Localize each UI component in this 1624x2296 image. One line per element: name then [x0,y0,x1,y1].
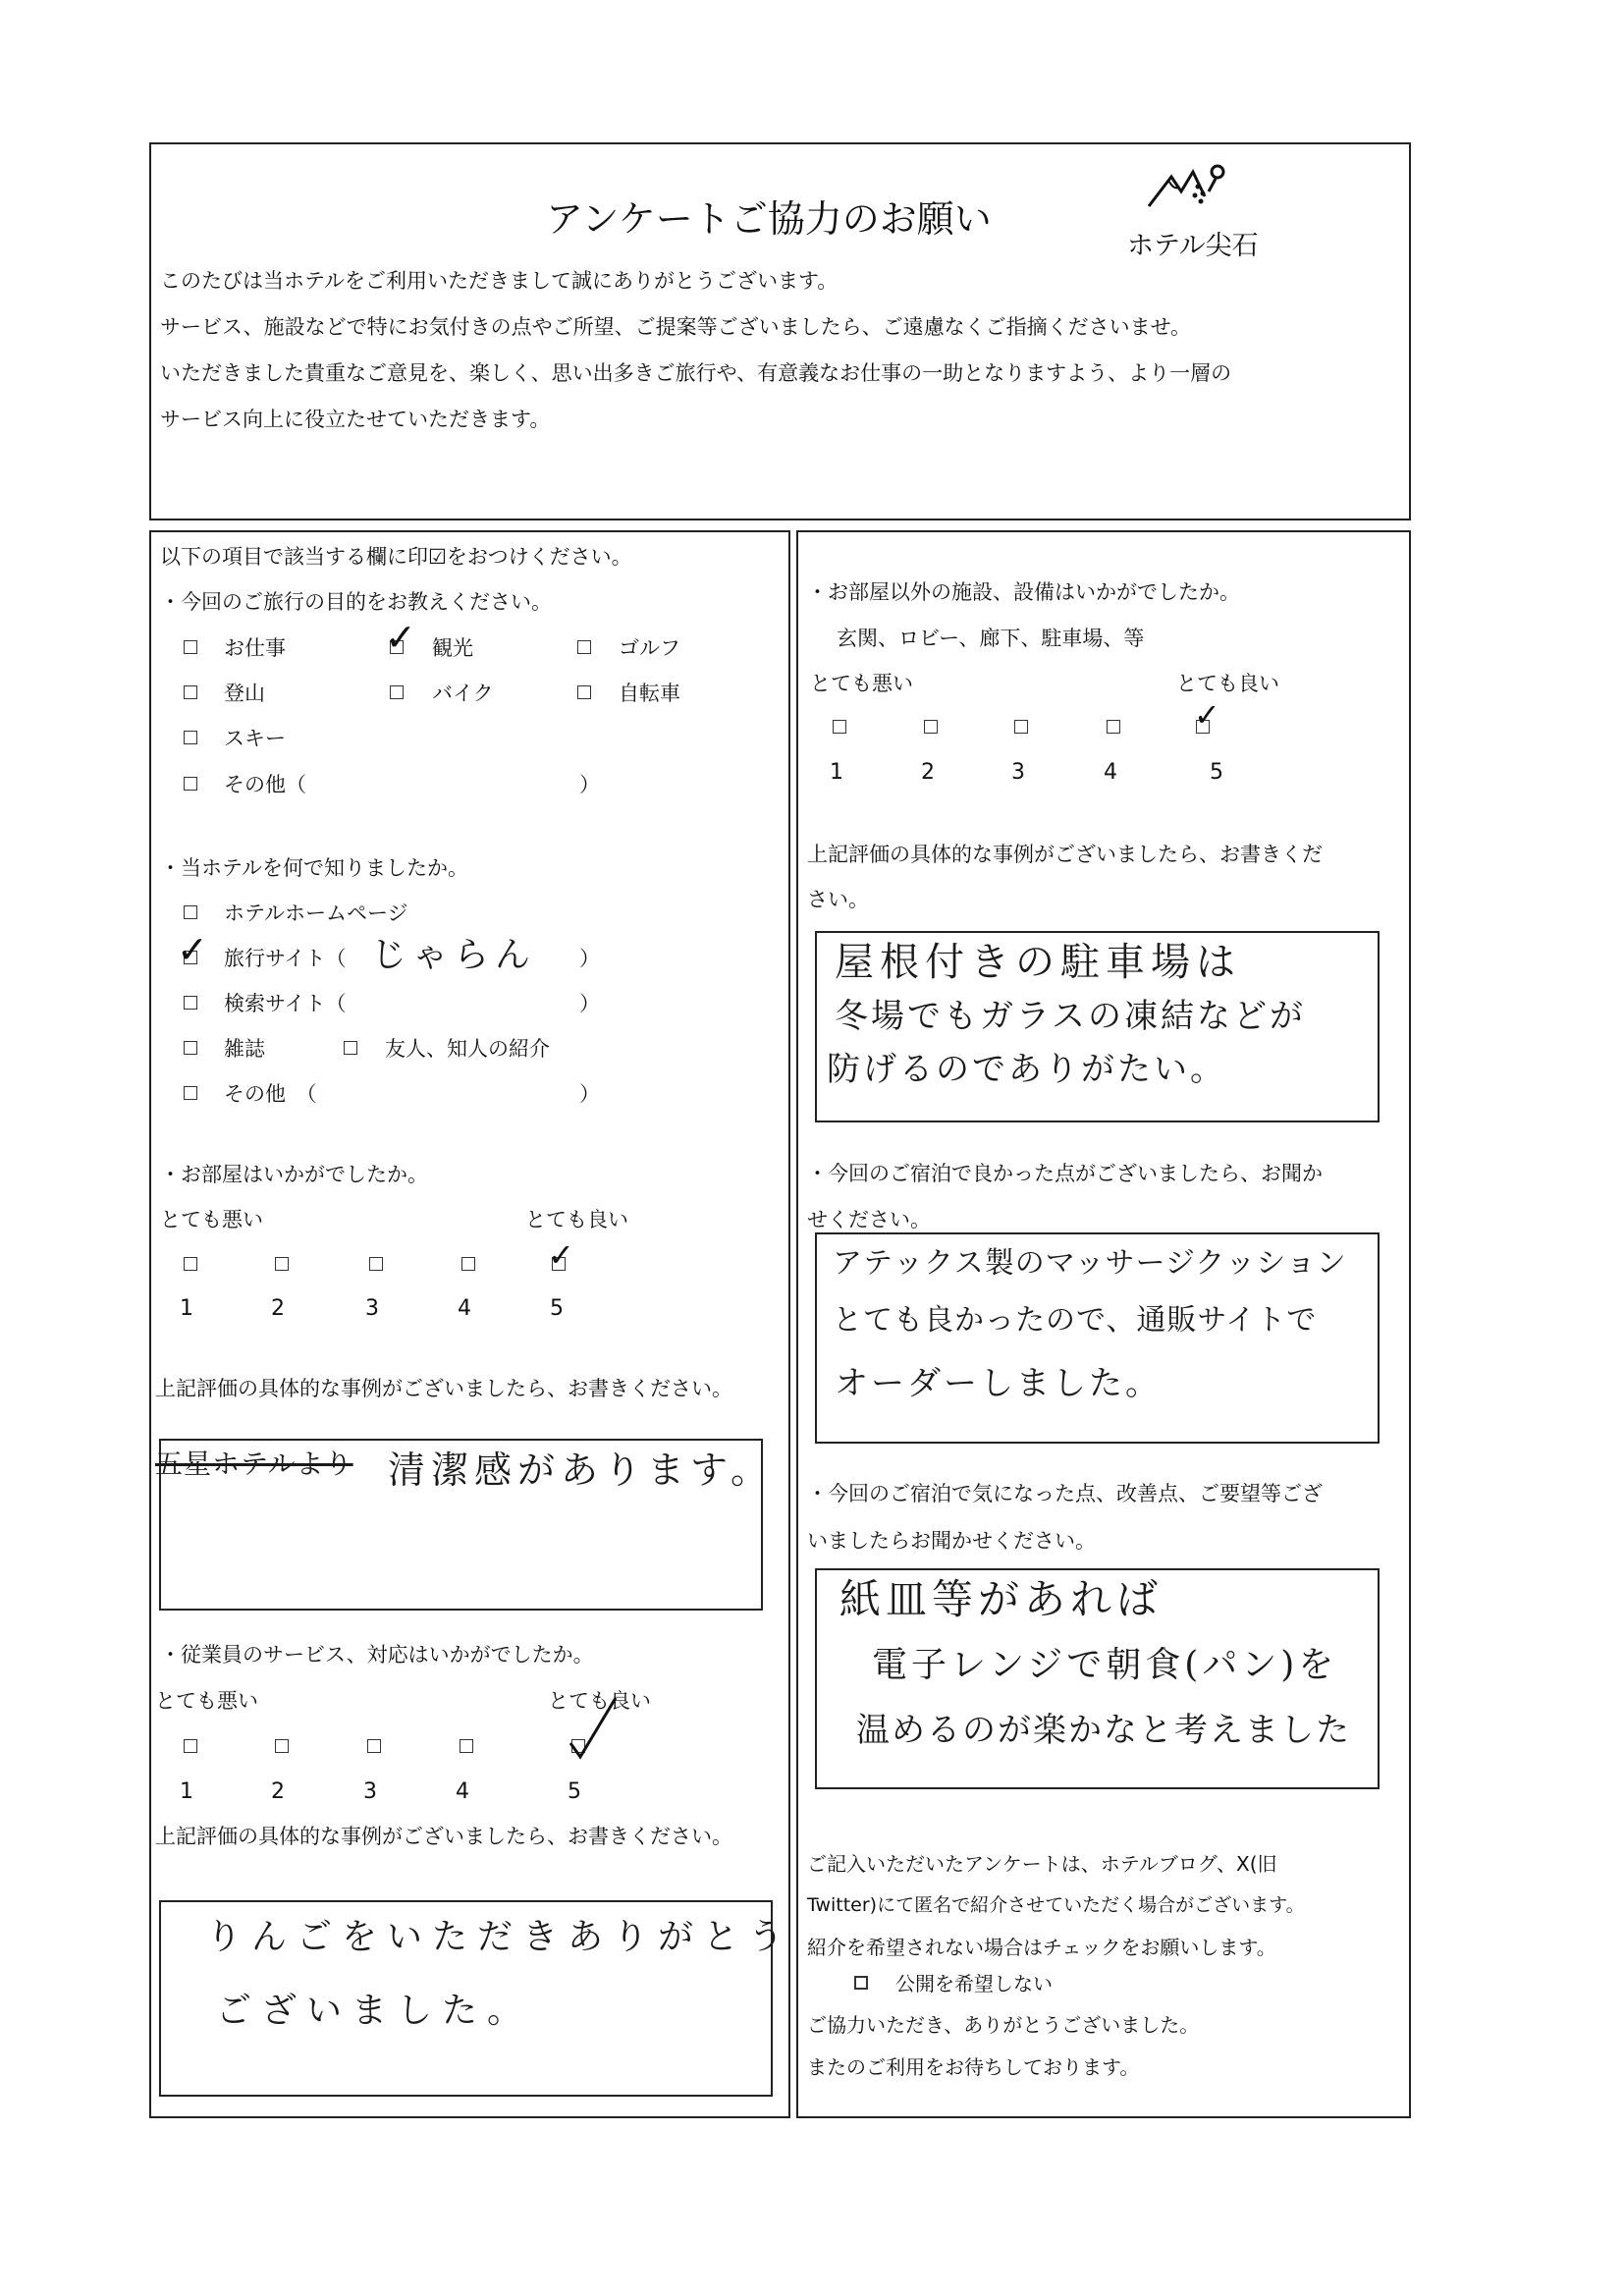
source-homepage-checkbox[interactable] [184,905,197,919]
facility-detail-prompt-2: さい。 [807,888,869,911]
source-magazine-checkbox[interactable] [184,1041,197,1055]
page-title: アンケートご協力のお願い [546,197,992,241]
improve-answer-line-3: 温めるのが楽かなと考えました [856,1711,1351,1750]
purpose-work-label: お仕事 [224,636,286,660]
purpose-question: ・今回のご旅行の目的をお教えください。 [160,590,552,614]
source-question: ・当ホテルを何で知りましたか。 [160,856,468,880]
source-other-close: ） [579,1082,600,1106]
source-homepage-label: ホテルホームページ [224,902,408,925]
staff-scale-3: 3 [363,1779,377,1804]
purpose-other-label: その他（ [224,773,306,796]
facility-high-label: とても良い [1176,672,1279,695]
facility-rating-3-checkbox[interactable] [1014,720,1028,734]
notice-line-3: 紹介を希望されない場合はチェックをお願いします。 [807,1936,1276,1959]
source-friend-checkbox[interactable] [344,1041,357,1055]
improve-answer-line-2: 電子レンジで朝食(パン)を [872,1645,1338,1685]
room-scale-4: 4 [458,1296,471,1321]
source-travel-site-label: 旅行サイト（ [224,947,347,970]
source-magazine-label: 雑誌 [224,1037,265,1061]
hotel-name: ホテル尖石 [1127,231,1259,261]
room-scale-2: 2 [271,1296,285,1321]
staff-high-label: とても良い [548,1689,651,1713]
staff-answer-line-1: りんごをいただきありがとう [206,1917,794,1957]
good-answer-line-3: オーダーしました。 [835,1364,1162,1403]
room-question: ・お部屋はいかがでしたか。 [160,1163,428,1186]
improve-prompt-1: ・今回のご宿泊で気になった点、改善点、ご要望等ござ [807,1482,1323,1505]
facility-scale-5: 5 [1210,760,1223,785]
facility-answer-line-2: 冬場でもガラスの凍結などが [835,997,1306,1036]
staff-rating-5-check-icon [565,1694,623,1763]
purpose-ski-label: スキー [224,727,286,750]
room-rating-4-checkbox[interactable] [461,1257,475,1271]
good-answer-line-1: アテックス製のマッサージクッション [833,1246,1347,1281]
optout-label: 公開を希望しない [895,1972,1053,1995]
room-answer-struck: 五星ホテルより [155,1448,353,1480]
room-rating-3-checkbox[interactable] [369,1257,383,1271]
purpose-bicycle-label: 自転車 [619,682,680,705]
staff-low-label: とても悪い [155,1689,258,1713]
facility-examples: 玄関、ロビー、廊下、駐車場、等 [837,627,1145,650]
facility-answer-line-3: 防げるのでありがたい。 [827,1050,1226,1089]
purpose-work-checkbox[interactable] [184,640,197,654]
staff-scale-4: 4 [456,1779,469,1804]
purpose-climbing-checkbox[interactable] [184,685,197,699]
facility-answer-line-1: 屋根付きの駐車場は [835,940,1241,985]
good-answer-line-2: とても良かったので、通販サイトで [833,1303,1318,1338]
left-column-frame [149,530,790,2118]
purpose-bike-label: バイク [432,682,494,705]
source-other-checkbox[interactable] [184,1086,197,1100]
improve-answer-line-1: 紙皿等があれば [839,1575,1164,1623]
closing-line-1: ご協力いただき、ありがとうございました。 [807,2013,1200,2037]
source-search-label: 検索サイト（ [224,992,347,1015]
facility-rating-5-check-icon: ✓ [1194,696,1220,734]
purpose-ski-checkbox[interactable] [184,731,197,744]
purpose-other-close: ） [579,773,600,796]
notice-line-2: Twitter)にて匿名で紹介させていただく場合がございます。 [807,1894,1305,1916]
facility-scale-1: 1 [830,760,843,785]
staff-rating-1-checkbox[interactable] [184,1739,197,1753]
purpose-climbing-label: 登山 [224,682,265,705]
notice-line-1: ご記入いただいたアンケートは、ホテルブログ、X(旧 [807,1852,1277,1876]
purpose-sightseeing-check-icon: ✓ [385,616,416,659]
intro-line-4: サービス向上に役立たせていただきます。 [160,408,551,431]
staff-question: ・従業員のサービス、対応はいかがでしたか。 [160,1643,594,1667]
facility-rating-2-checkbox[interactable] [924,720,938,734]
purpose-golf-label: ゴルフ [619,636,680,660]
good-prompt-2: せください。 [807,1208,931,1231]
facility-rating-1-checkbox[interactable] [833,720,846,734]
staff-scale-2: 2 [271,1779,285,1804]
source-travel-site-handwritten: じゃらん [371,935,537,975]
facility-scale-3: 3 [1011,760,1025,785]
room-high-label: とても良い [525,1208,628,1231]
staff-rating-4-checkbox[interactable] [460,1739,473,1753]
facility-scale-4: 4 [1104,760,1117,785]
room-rating-1-checkbox[interactable] [184,1257,197,1271]
facility-low-label: とても悪い [810,672,913,695]
intro-line-1: このたびは当ホテルをご利用いただきまして誠にありがとうございます。 [160,269,839,293]
source-other-label: その他 （ [224,1082,317,1106]
room-answer-text: 清潔感があります。 [388,1449,774,1492]
room-scale-1: 1 [180,1296,193,1321]
source-search-close: ） [579,992,600,1015]
staff-scale-5: 5 [568,1779,581,1804]
staff-scale-1: 1 [180,1779,193,1804]
purpose-sightseeing-label: 観光 [432,636,473,660]
staff-detail-prompt: 上記評価の具体的な事例がございましたら、お書きください。 [155,1825,732,1848]
instruction: 以下の項目で該当する欄に印☑をおつけください。 [160,545,632,569]
closing-line-2: またのご利用をお待ちしております。 [807,2055,1140,2079]
facility-scale-2: 2 [921,760,935,785]
facility-rating-4-checkbox[interactable] [1107,720,1120,734]
source-travel-site-close: ） [579,947,600,970]
staff-answer-line-2: ございました。 [216,1991,533,2031]
purpose-other-checkbox[interactable] [184,777,197,791]
room-rating-2-checkbox[interactable] [275,1257,289,1271]
room-low-label: とても悪い [160,1208,263,1231]
room-rating-5-check-icon: ✓ [548,1236,574,1274]
source-search-checkbox[interactable] [184,996,197,1010]
room-detail-prompt: 上記評価の具体的な事例がございましたら、お書きください。 [155,1377,732,1400]
source-friend-label: 友人、知人の紹介 [385,1037,550,1061]
facility-detail-prompt-1: 上記評価の具体的な事例がございましたら、お書きくだ [807,843,1323,866]
improve-prompt-2: いましたらお聞かせください。 [807,1529,1096,1553]
good-prompt-1: ・今回のご宿泊で良かった点がございましたら、お聞か [807,1162,1323,1185]
staff-rating-3-checkbox[interactable] [367,1739,381,1753]
hotel-logo-icon [1144,152,1252,226]
purpose-golf-checkbox[interactable] [577,640,591,654]
intro-line-2: サービス、施設などで特にお気付きの点やご所望、ご提案等ございましたら、ご遠慮なくご指摘くださいませ。 [160,315,1191,339]
staff-rating-2-checkbox[interactable] [275,1739,289,1753]
purpose-bike-checkbox[interactable] [390,685,404,699]
room-scale-3: 3 [365,1296,379,1321]
source-travel-site-check-icon: ✓ [177,928,208,971]
room-scale-5: 5 [550,1296,564,1321]
intro-line-3: いただきました貴重なご意見を、楽しく、思い出多きご旅行や、有意義なお仕事の一助となりますよう、より一層の [160,361,1232,385]
facility-question: ・お部屋以外の施設、設備はいかがでしたか。 [807,580,1240,604]
optout-checkbox[interactable] [854,1976,868,1990]
purpose-bicycle-checkbox[interactable] [577,685,591,699]
